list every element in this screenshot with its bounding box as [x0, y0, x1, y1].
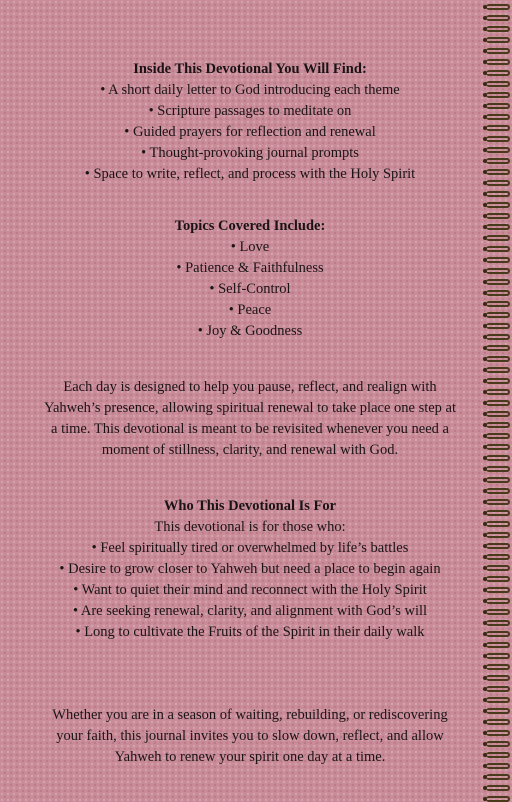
spiral-hole: [483, 38, 487, 42]
spiral-ring: [486, 345, 510, 351]
list-item: • Patience & Faithfulness: [176, 260, 324, 276]
list-item: • Scripture passages to meditate on: [148, 103, 352, 119]
list-item: • Self-Control: [209, 281, 291, 297]
section-inside: [0, 59, 500, 185]
list-item: • Desire to grow closer to Yahweh but need a place to begin again: [59, 561, 441, 577]
list-item: • Guided prayers for reflection and renewal: [124, 124, 376, 140]
list-item: • Love: [230, 239, 270, 255]
spiral-hole: [483, 797, 487, 801]
spiral-ring: [486, 356, 510, 362]
spiral-hole: [483, 775, 487, 779]
spiral-hole: [483, 368, 487, 372]
spiral-hole: [483, 478, 487, 482]
spiral-ring: [486, 4, 510, 10]
section-topics: [0, 216, 500, 342]
spiral-hole: [483, 346, 487, 350]
section-who: [0, 496, 500, 643]
spiral-hole: [483, 27, 487, 31]
spiral-hole: [483, 203, 487, 207]
spiral-ring: [486, 664, 510, 670]
spiral-hole: [483, 467, 487, 471]
list-item: • Feel spiritually tired or overwhelmed by life’s battles: [91, 540, 409, 556]
spiral-ring: [486, 488, 510, 494]
spiral-ring: [486, 796, 510, 802]
spiral-ring: [486, 191, 510, 197]
list-item: • Want to quiet their mind and reconnect with the Holy Spirit: [73, 582, 427, 598]
section-heading: Who This Devotional Is For: [163, 498, 337, 514]
spiral-hole: [483, 5, 487, 9]
paragraph-daily: Each day is designed to help you pause, reflect, and realign with Yahweh’s presence, allowing spiritual renewal to take place one step at a time. This devotional is meant to be revisited whenever you need a moment of stillness, clarity, and renewal with God.: [43, 379, 457, 458]
spiral-hole: [483, 786, 487, 790]
spiral-ring: [486, 477, 510, 483]
spiral-ring: [486, 653, 510, 659]
spiral-hole: [483, 49, 487, 53]
spiral-hole: [483, 16, 487, 20]
list-item: • Joy & Goodness: [197, 323, 303, 339]
spiral-hole: [483, 489, 487, 493]
spiral-hole: [483, 357, 487, 361]
spiral-ring: [486, 202, 510, 208]
spiral-ring: [486, 367, 510, 373]
spiral-ring: [486, 675, 510, 681]
spiral-hole: [483, 643, 487, 647]
spiral-ring: [486, 686, 510, 692]
spiral-hole: [483, 654, 487, 658]
spiral-ring: [486, 15, 510, 21]
list-item: • Thought-provoking journal prompts: [141, 145, 359, 161]
paragraph-closing: Whether you are in a season of waiting, rebuilding, or rediscovering your faith, this journal invites you to slow down, reflect, and allow Yahweh to renew your spirit one day at a time.: [52, 707, 448, 765]
spiral-hole: [483, 676, 487, 680]
spiral-ring: [486, 26, 510, 32]
spiral-ring: [486, 466, 510, 472]
section-intro: This devotional is for those who:: [154, 519, 346, 535]
spiral-ring: [486, 774, 510, 780]
spiral-hole: [483, 665, 487, 669]
list-item: • Are seeking renewal, clarity, and alignment with God’s will: [72, 603, 428, 619]
list-item: • Space to write, reflect, and process with the Holy Spirit: [84, 166, 416, 182]
list-item: • A short daily letter to God introducing each theme: [100, 82, 400, 98]
section-heading: Topics Covered Include:: [174, 218, 326, 234]
list-item: • Long to cultivate the Fruits of the Spirit in their daily walk: [75, 624, 425, 640]
section-heading: Inside This Devotional You Will Find:: [133, 61, 367, 77]
spiral-hole: [483, 192, 487, 196]
spiral-hole: [483, 687, 487, 691]
spiral-ring: [486, 48, 510, 54]
spiral-ring: [486, 785, 510, 791]
spiral-ring: [486, 697, 510, 703]
list-item: • Peace: [228, 302, 272, 318]
spiral-ring: [486, 37, 510, 43]
spiral-hole: [483, 698, 487, 702]
